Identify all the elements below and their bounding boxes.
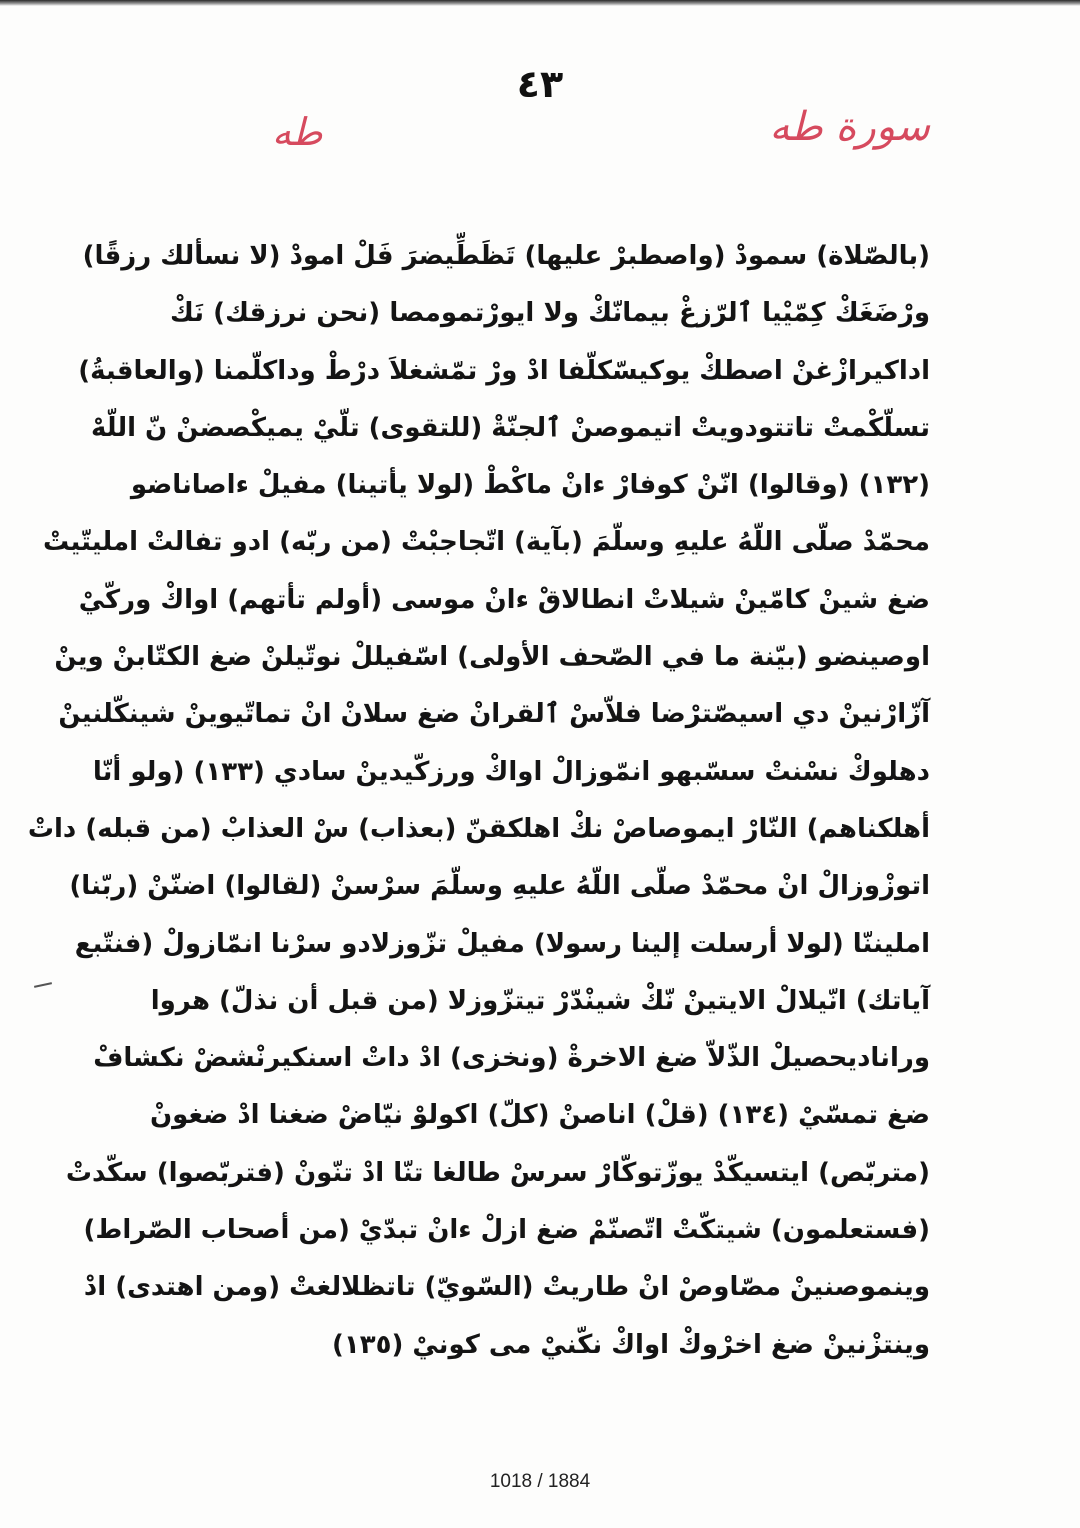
text-line: (متربّص) ايتسيكّدْ يوزّتوكّارْ سرسْ طالغا تنّا ادْ تنّونْ (فتربّصوا) سكّدتْ	[65, 1157, 930, 1188]
text-line: امليننّا (لولا أرسلت إلينا رسولا) مفيلْ تزّوزلادو سرْنا انمّازولْ (فنتّبع	[74, 928, 930, 959]
body-text	[27, 228, 930, 1374]
text-line: تسلّكْمتْ تاتتودويتْ اتيموصنْ ٱلجنّةْ (للتقوى) تلّيْ يميكْصضنْ نّ اللّهْ	[90, 412, 930, 443]
text-line: أهلكناهم) النّارْ ايموصاصْ نكْ اهلكقنّ (بعذاب) سْ العذابْ (من قبله) داتْ	[27, 813, 930, 844]
text-line: اوصينضو (بيّنة ما في الصّحف الأولى) اسّفيللْ نوتّيلنْ ضغ الكتّابنْ وينْ	[54, 642, 930, 673]
text-line: وينتزْنينْ ضغ اخرْوكْ اواكْ نكّنيْ مى كونيْ (١٣٥)	[331, 1329, 930, 1360]
text-line: ضغ شينْ كامّينْ شيلاتْ انطالاقْ ءانْ موسى (أولم تأتهم) اواكْ وركّيْ	[78, 584, 930, 615]
text-line: اتوزْوزالْ انْ محمّدْ صلّى اللّهُ عليهِ وسلّمَ سرْسنْ (لقالوا) اضنّنْ (ربّنا)	[69, 871, 930, 902]
text-line: آياتك) انّيلالْ الايتينْ نّكْ شينْدّرْ تيتزّوزلا (من قبل أن نذلّ) هروا	[150, 985, 930, 1016]
text-line: وراناديحصيلْ الذّلاّ ضغ الاخرةْ (ونخزى) ادْ داتْ اسنكيرنْشضْ نكشافْ	[93, 1043, 930, 1074]
text-line: محمّدْ صلّى اللّهُ عليهِ وسلّمَ (بآية) اتّجاجبْتْ (من ربّه) ادو تفالتْ امليتّيتْ	[43, 527, 930, 558]
scan-top-edge	[0, 0, 1080, 6]
text-line: دهلوكْ نسْنتْ سسّبهو انمّوزالْ اواكْ ورزكّيدينْ سادي (١٣٣) (ولو أنّا	[92, 756, 930, 787]
text-line: (١٣٢) (وقالوا) انّنْ كوفارْ ءانْ ماكْطْ (لولا يأتينا) مفيلْ ءاصاناضو	[130, 470, 930, 501]
text-line: (بالصّلاة) سمودْ (واصطبرْ عليها) تَظَطِّيضرَ فَلْ امودْ (لا نسألك رزقًا)	[82, 241, 930, 271]
text-line: ورْضَغَكْ كِمّيْيا ٱلرّزغْ بيمانّكْ ولا ايورْتمومصا (نحن نرزقك) نَكْ	[170, 298, 930, 329]
margin-mark	[34, 982, 52, 988]
page-counter: 1018 / 1884	[489, 1471, 591, 1492]
handwritten-surah-note: سورة طه	[769, 104, 930, 150]
handwritten-surah-name: طه	[272, 110, 323, 154]
text-line: اداكيرازْغنْ اصطكْ يوكيسّكلّفا ادْ ورْ تمّشغلاَ درْطْ وداكلّمنا (والعاقبةُ)	[78, 355, 930, 386]
text-line: وينموصنينْ مصّاوصْ انْ طاريتْ (السّويّ) تاتظلالغتْ (ومن اهتدى) ادْ	[83, 1272, 930, 1303]
text-line: آزّارْنينْ دي اسيصّترْضا فلاّسْ ٱلقرانْ ضغ سلانْ انْ تماتّيوينْ شينكّلنينْ	[58, 699, 930, 730]
text-line: (فستعلمون) شيتكّتْ اتّصنّمْ ضغ ازلْ ءانْ تبدّيْ (من أصحاب الصّراط)	[83, 1215, 930, 1246]
page-number: ٤٣	[516, 62, 564, 106]
text-line: ضغ تمسّيْ (١٣٤) (قلْ) اناصنْ (كلّ) اكولوْ نيّاضْ ضغنا ادْ ضغونْ	[149, 1100, 930, 1131]
